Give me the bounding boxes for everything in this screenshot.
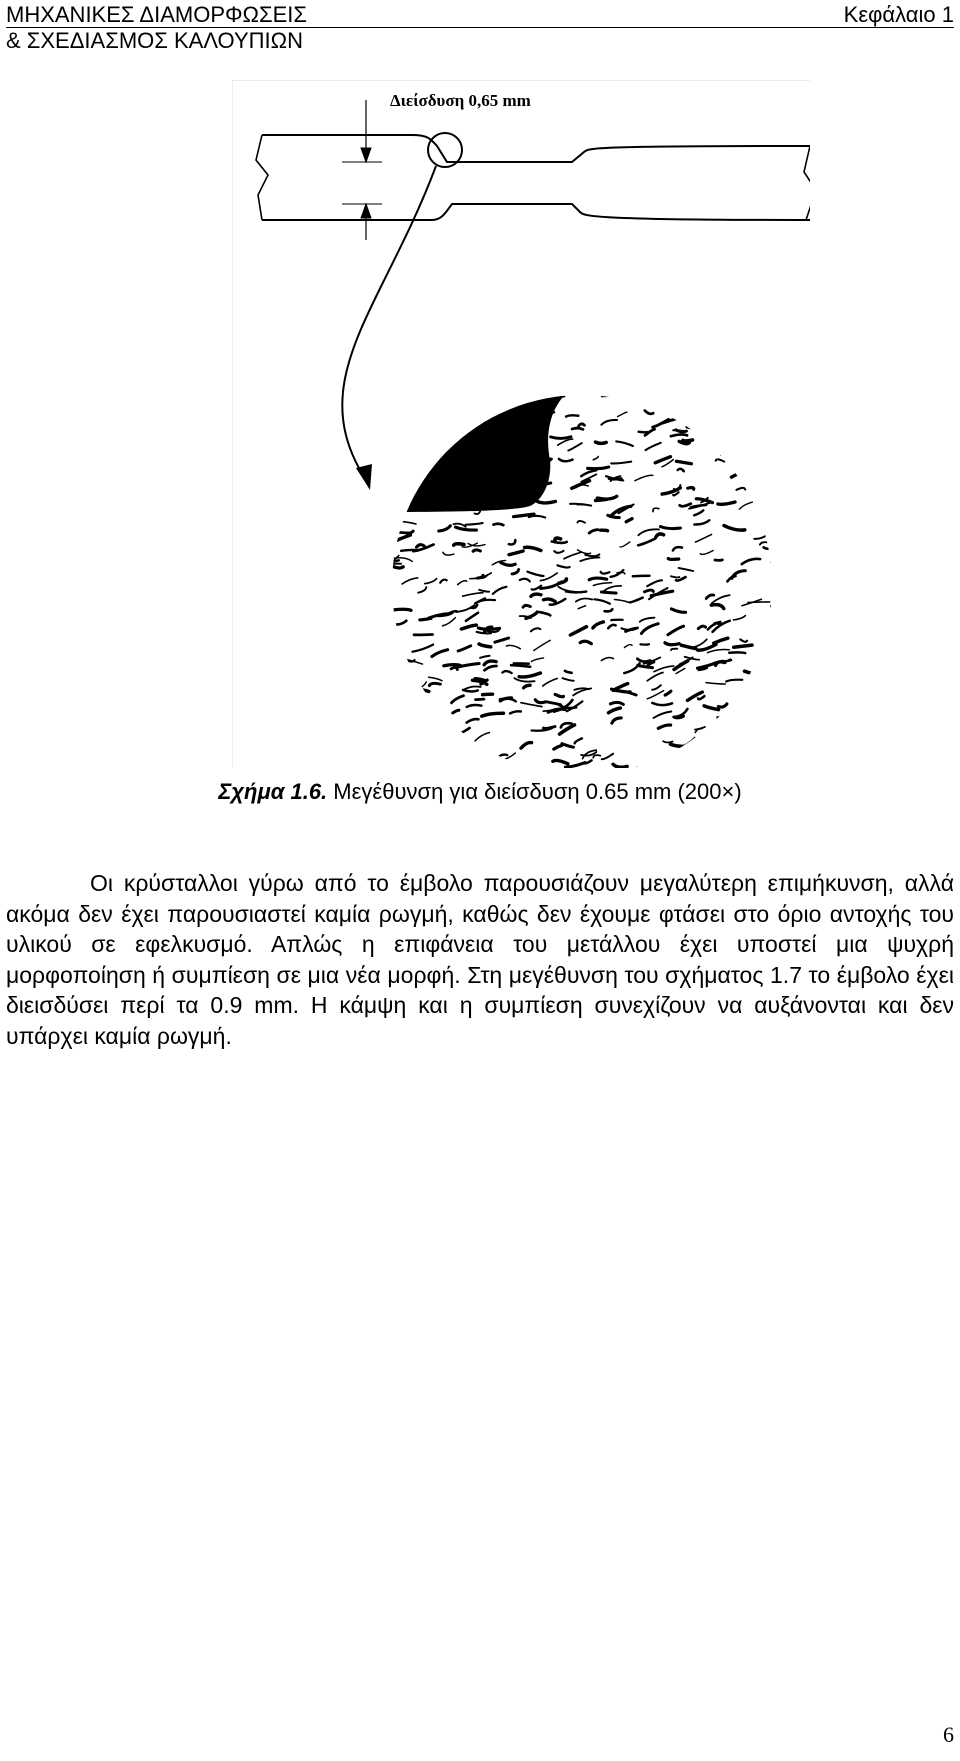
grain-mark	[473, 550, 480, 551]
grain-mark	[457, 410, 472, 415]
grain-mark	[644, 590, 653, 592]
grain-mark	[478, 628, 499, 629]
figure-caption	[0, 778, 960, 806]
grain-mark	[402, 392, 415, 395]
grain-mark	[602, 393, 620, 397]
caption-label: Σχήμα 1.6.	[218, 779, 328, 804]
grain-mark	[737, 447, 758, 453]
grain-mark	[768, 694, 787, 702]
grain-mark	[767, 470, 788, 477]
grain-mark	[777, 755, 799, 758]
grain-mark	[392, 428, 410, 432]
grain-mark	[765, 732, 780, 735]
grain-mark	[572, 428, 583, 429]
grain-mark	[414, 751, 424, 753]
grain-mark	[415, 711, 422, 713]
grain-mark	[393, 566, 404, 568]
grain-mark	[384, 673, 398, 677]
grain-mark	[442, 748, 449, 750]
grain-mark	[436, 437, 455, 440]
grain-mark	[755, 665, 768, 666]
grain-mark	[452, 764, 472, 768]
grain-mark	[411, 475, 419, 476]
grain-mark	[566, 415, 578, 416]
caption-text: Μεγέθυνση για διείσδυση 0.65 mm (200×)	[333, 779, 742, 804]
grain-mark	[391, 713, 402, 715]
grain-mark	[756, 722, 776, 725]
grain-mark	[687, 424, 695, 427]
grain-mark	[745, 486, 765, 489]
grain-mark	[438, 737, 451, 745]
grain-mark	[730, 725, 741, 731]
grain-mark	[415, 394, 433, 403]
header-chapter: Κεφάλαιο 1	[843, 2, 954, 27]
grain-mark	[714, 767, 731, 768]
grain-mark	[467, 417, 474, 419]
grain-mark	[715, 766, 723, 768]
grain-mark	[390, 715, 407, 716]
grain-mark	[402, 746, 421, 756]
grain-mark	[729, 652, 745, 653]
grain-mark	[710, 756, 720, 757]
grain-mark	[771, 602, 787, 606]
grain-mark	[734, 766, 743, 768]
grain-mark	[387, 693, 395, 697]
figure-drawing	[232, 80, 810, 768]
grain-mark	[745, 671, 757, 673]
grain-mark	[637, 767, 653, 768]
grain-mark	[760, 765, 774, 768]
grain-mark	[741, 746, 749, 749]
grain-mark	[494, 524, 504, 525]
grain-mark	[747, 384, 761, 391]
grain-mark	[702, 746, 719, 748]
grain-mark	[602, 592, 617, 593]
grain-mark	[394, 495, 407, 496]
grain-mark	[391, 736, 398, 738]
grain-mark	[450, 401, 456, 405]
grain-mark	[424, 756, 443, 759]
grain-mark	[683, 440, 693, 441]
header-title	[6, 2, 307, 54]
grain-mark	[449, 391, 468, 397]
grain-mark	[770, 524, 781, 525]
grain-mark	[460, 399, 474, 404]
grain-mark	[416, 690, 429, 692]
grain-mark	[385, 512, 393, 514]
grain-mark	[423, 749, 443, 752]
leader-arrowhead	[356, 464, 372, 490]
grain-mark	[564, 387, 577, 392]
grain-mark	[382, 459, 401, 461]
grain-mark	[764, 547, 778, 549]
grain-mark	[387, 704, 403, 708]
grain-mark	[730, 719, 739, 724]
sheet-section	[256, 135, 810, 220]
grain-mark	[778, 697, 789, 700]
grain-mark	[382, 751, 398, 752]
body-paragraph: Οι κρύσταλλοι γύρω από το έμβολο παρουσιάζουν μεγαλύτερη επιμήκυνση, αλλά ακόμα δεν έχει παρουσιαστεί καμία ρωγμή, καθώς δεν έχουμε φτάσει στο όριο αντοχής του υλικού σε εφελκυσμό. Απλώς η επιφάνεια του μετάλλου έχει υποστεί μια ψυχρή μορφοποίηση ή συμπίεση σε μια νέα μορφή. Στη μεγέθυνση του σχήματος 1.7 το έμβολο έχει διεισδύσει περί τα 0.9 mm. Η κάμψη και η συμπίεση συνεχίζουν να αυξάνονται και δεν υπάρχει καμία ρωγμή.	[6, 870, 954, 1049]
grain-mark	[589, 578, 607, 580]
grain-mark	[405, 406, 419, 407]
grain-mark	[758, 491, 778, 494]
grain-mark	[400, 412, 421, 416]
grain-mark	[384, 427, 400, 431]
grain-mark	[772, 758, 779, 762]
figure-micrograph	[232, 80, 810, 768]
grain-mark	[479, 407, 487, 409]
micrograph-circle	[352, 370, 799, 768]
grain-mark	[665, 643, 679, 645]
leader-line	[342, 166, 436, 480]
grain-mark	[441, 745, 449, 747]
grain-mark	[391, 757, 403, 765]
grain-mark	[748, 397, 759, 398]
grain-mark	[774, 653, 793, 656]
grain-mark	[711, 745, 723, 746]
grain-mark	[668, 559, 678, 560]
grain-mark	[721, 452, 734, 455]
grain-mark	[427, 761, 443, 764]
grain-mark	[776, 753, 784, 757]
grain-mark	[408, 747, 426, 756]
grain-mark	[737, 760, 749, 763]
page-header	[6, 2, 954, 54]
grain-mark	[666, 755, 684, 761]
grain-mark	[774, 746, 782, 748]
grain-mark	[438, 452, 446, 454]
grain-mark	[758, 445, 768, 449]
grain-mark	[413, 428, 421, 433]
grain-mark	[769, 460, 779, 463]
grain-mark	[738, 408, 752, 410]
grain-mark	[384, 693, 403, 698]
grain-mark	[688, 488, 694, 490]
grain-mark	[552, 542, 567, 543]
grain-mark	[734, 645, 752, 647]
grain-mark	[738, 470, 749, 473]
grain-mark	[435, 724, 449, 726]
grain-mark	[759, 443, 776, 447]
grain-mark	[489, 396, 497, 398]
grain-mark	[596, 442, 607, 443]
grain-mark	[725, 438, 733, 441]
grain-mark	[684, 750, 697, 753]
grain-mark	[521, 397, 531, 399]
detail-circle	[428, 133, 462, 167]
grain-mark	[639, 432, 647, 433]
grain-mark	[775, 725, 787, 727]
grain-mark	[511, 665, 530, 667]
grain-mark	[420, 442, 426, 443]
grain-mark	[769, 629, 783, 631]
grain-mark	[762, 387, 773, 391]
grain-mark	[703, 428, 723, 433]
grain-mark	[420, 462, 428, 464]
grain-mark	[753, 404, 768, 409]
grain-mark	[732, 461, 748, 464]
grain-mark	[720, 741, 742, 742]
grain-mark	[551, 437, 571, 439]
header-title-line2: & ΣΧΕΔΙΑΣΜΟΣ ΚΑΛΟΥΠΙΩΝ	[6, 28, 303, 53]
grain-mark	[782, 446, 797, 448]
grain-mark	[736, 433, 755, 435]
grain-mark	[769, 481, 784, 487]
grain-mark	[776, 514, 796, 520]
grain-mark	[405, 694, 418, 698]
page-number: 6	[943, 1722, 954, 1747]
grain-mark	[411, 419, 431, 427]
grain-mark	[383, 462, 397, 470]
grain-mark	[671, 434, 687, 436]
grain-mark	[407, 723, 429, 725]
grain-mark	[478, 760, 488, 761]
grain-mark	[709, 428, 718, 434]
grain-mark	[730, 731, 747, 735]
penetration-label: Διείσδυση 0,65 mm	[390, 91, 531, 110]
grain-mark	[693, 749, 700, 750]
header-rule	[6, 27, 954, 28]
grain-mark	[425, 758, 431, 759]
header-title-line1: ΜΗΧΑΝΙΚΕΣ ΔΙΑΜΟΡΦΩΣΕΙΣ	[6, 2, 307, 27]
grain-mark	[771, 558, 782, 563]
grain-mark	[432, 747, 446, 748]
grain-mark	[772, 744, 787, 746]
grain-mark	[409, 737, 426, 742]
grain-mark	[697, 744, 711, 753]
grain-mark	[750, 763, 757, 764]
grain-mark	[774, 570, 780, 572]
grain-mark	[718, 717, 732, 720]
grain-mark	[417, 455, 426, 456]
grain-mark	[454, 544, 464, 545]
grain-mark	[430, 395, 447, 398]
grain-mark	[394, 609, 411, 610]
grain-mark	[399, 406, 419, 412]
grain-mark	[692, 393, 708, 396]
grain-mark	[408, 681, 416, 683]
grain-mark	[772, 619, 784, 620]
grain-mark	[455, 753, 474, 760]
grain-mark	[762, 476, 774, 480]
grain-mark	[422, 422, 433, 425]
grain-mark	[777, 396, 790, 400]
grain-mark	[483, 694, 493, 695]
grain-mark	[389, 461, 399, 465]
grain-mark	[701, 413, 716, 414]
grain-mark	[390, 393, 397, 394]
grain-mark	[389, 405, 408, 409]
grain-mark	[476, 699, 485, 700]
grain-mark	[773, 452, 791, 459]
grain-mark	[768, 391, 781, 393]
grain-mark	[588, 467, 609, 469]
grain-mark	[600, 530, 607, 531]
